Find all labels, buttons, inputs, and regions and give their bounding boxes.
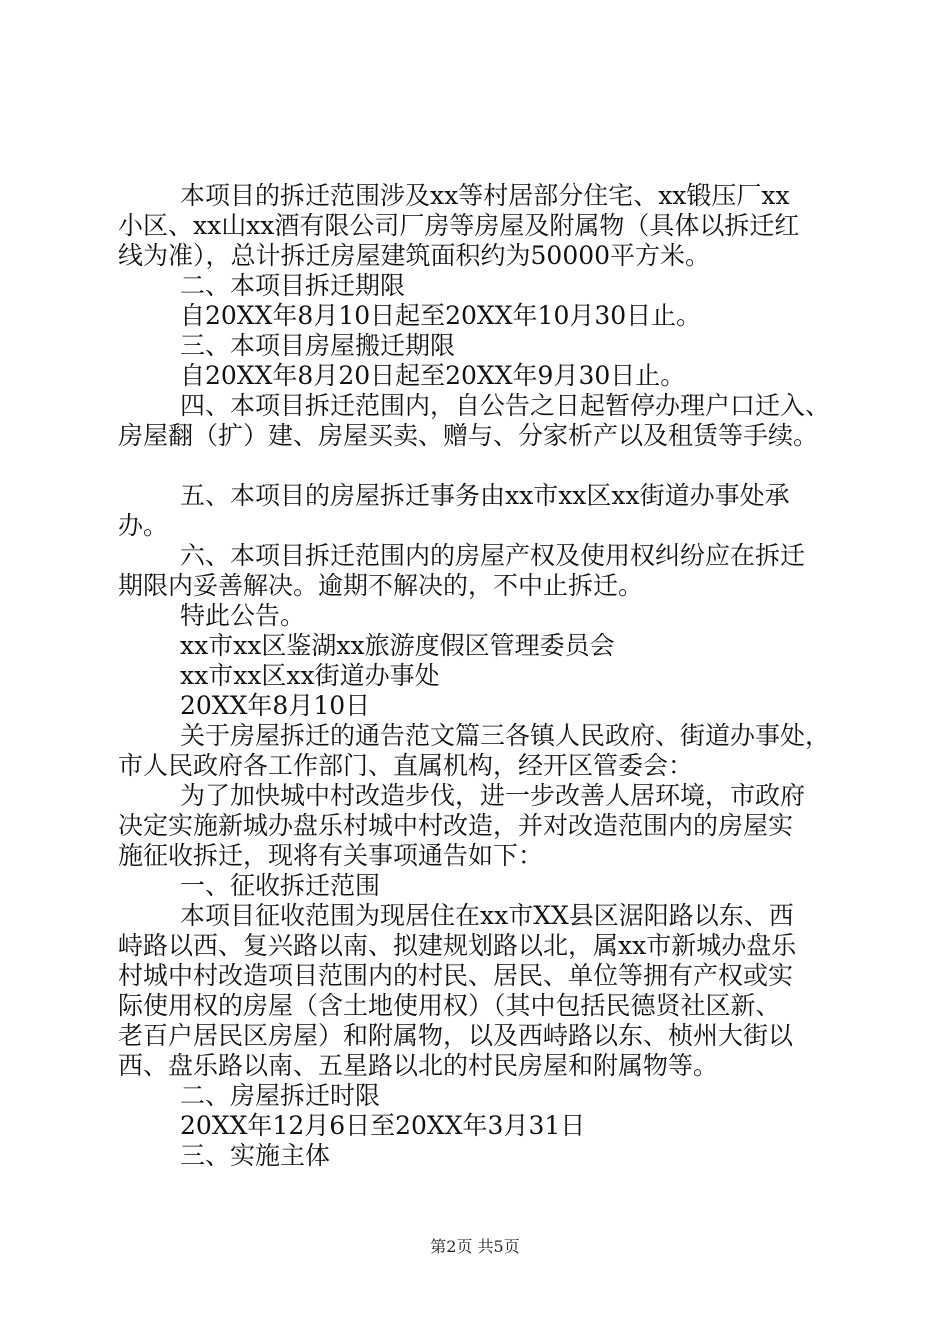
text-line: 二、房屋拆迁时限	[180, 1081, 381, 1110]
text-line: 西、盘乐路以南、五星路以北的村民房屋和附属物等。	[118, 1051, 719, 1080]
text-line: 老百户居民区房屋）和附属物，以及西峙路以东、桢州大街以	[118, 1021, 794, 1050]
text-line: 期限内妥善解决。逾期不解决的，不中止拆迁。	[118, 571, 644, 600]
text-line: 决定实施新城办盘乐村城中村改造，并对改造范围内的房屋实	[118, 811, 794, 840]
text-line: 施征收拆迁，现将有关事项通告如下：	[118, 841, 544, 870]
text-line: 本项目的拆迁范围涉及xx等村居部分住宅、xx锻压厂xx	[180, 181, 790, 210]
text-line: 三、实施主体	[180, 1141, 331, 1170]
text-line: 为了加快城中村改造步伐，进一步改善人居环境，市政府	[180, 781, 806, 810]
text-line: 一、征收拆迁范围	[180, 871, 381, 900]
text-line: 五、本项目的房屋拆迁事务由xx市xx区xx街道办事处承	[180, 481, 790, 510]
text-line: xx市xx区xx街道办事处	[180, 661, 440, 690]
text-line: 际使用权的房屋（含土地使用权）（其中包括民德贤社区新、	[118, 991, 781, 1020]
text-line: 市人民政府各工作部门、直属机构，经开区管委会：	[118, 751, 694, 780]
text-line: xx市xx区鉴湖xx旅游度假区管理委员会	[180, 631, 615, 660]
text-line: 房屋翻（扩）建、房屋买卖、赠与、分家析产以及租赁等手续。	[118, 421, 819, 450]
text-line: 四、本项目拆迁范围内，自公告之日起暂停办理户口迁入、	[180, 391, 831, 420]
text-line: 本项目征收范围为现居住在xx市XX县区涺阳路以东、西	[180, 901, 794, 930]
text-line: 小区、xx山xx酒有限公司厂房等房屋及附属物（具体以拆迁红	[118, 211, 800, 240]
text-line: 关于房屋拆迁的通告范文篇三各镇人民政府、街道办事处，	[180, 721, 831, 750]
text-line: 特此公告。	[180, 601, 306, 630]
text-line: 村城中村改造项目范围内的村民、居民、单位等拥有产权或实	[118, 961, 794, 990]
text-line: 二、本项目拆迁期限	[180, 271, 406, 300]
text-line: 20XX年12月6日至20XX年3月31日	[180, 1111, 586, 1140]
text-line: 20XX年8月10日	[180, 691, 371, 720]
text-line: 三、本项目房屋搬迁期限	[180, 331, 456, 360]
text-line: 自20XX年8月10日起至20XX年10月30日止。	[180, 301, 702, 330]
text-line: 线为准），总计拆迁房屋建筑面积约为50000平方米。	[118, 241, 711, 270]
text-line: 峙路以西、复兴路以南、拟建规划路以北，属xx市新城办盘乐	[118, 931, 797, 960]
text-line: 办。	[118, 511, 169, 540]
text-line: 自20XX年8月20日起至20XX年9月30日止。	[180, 361, 686, 390]
page-footer: 第2页 共5页	[430, 1237, 520, 1256]
text-line: 六、本项目拆迁范围内的房屋产权及使用权纠纷应在拆迁	[180, 541, 806, 570]
